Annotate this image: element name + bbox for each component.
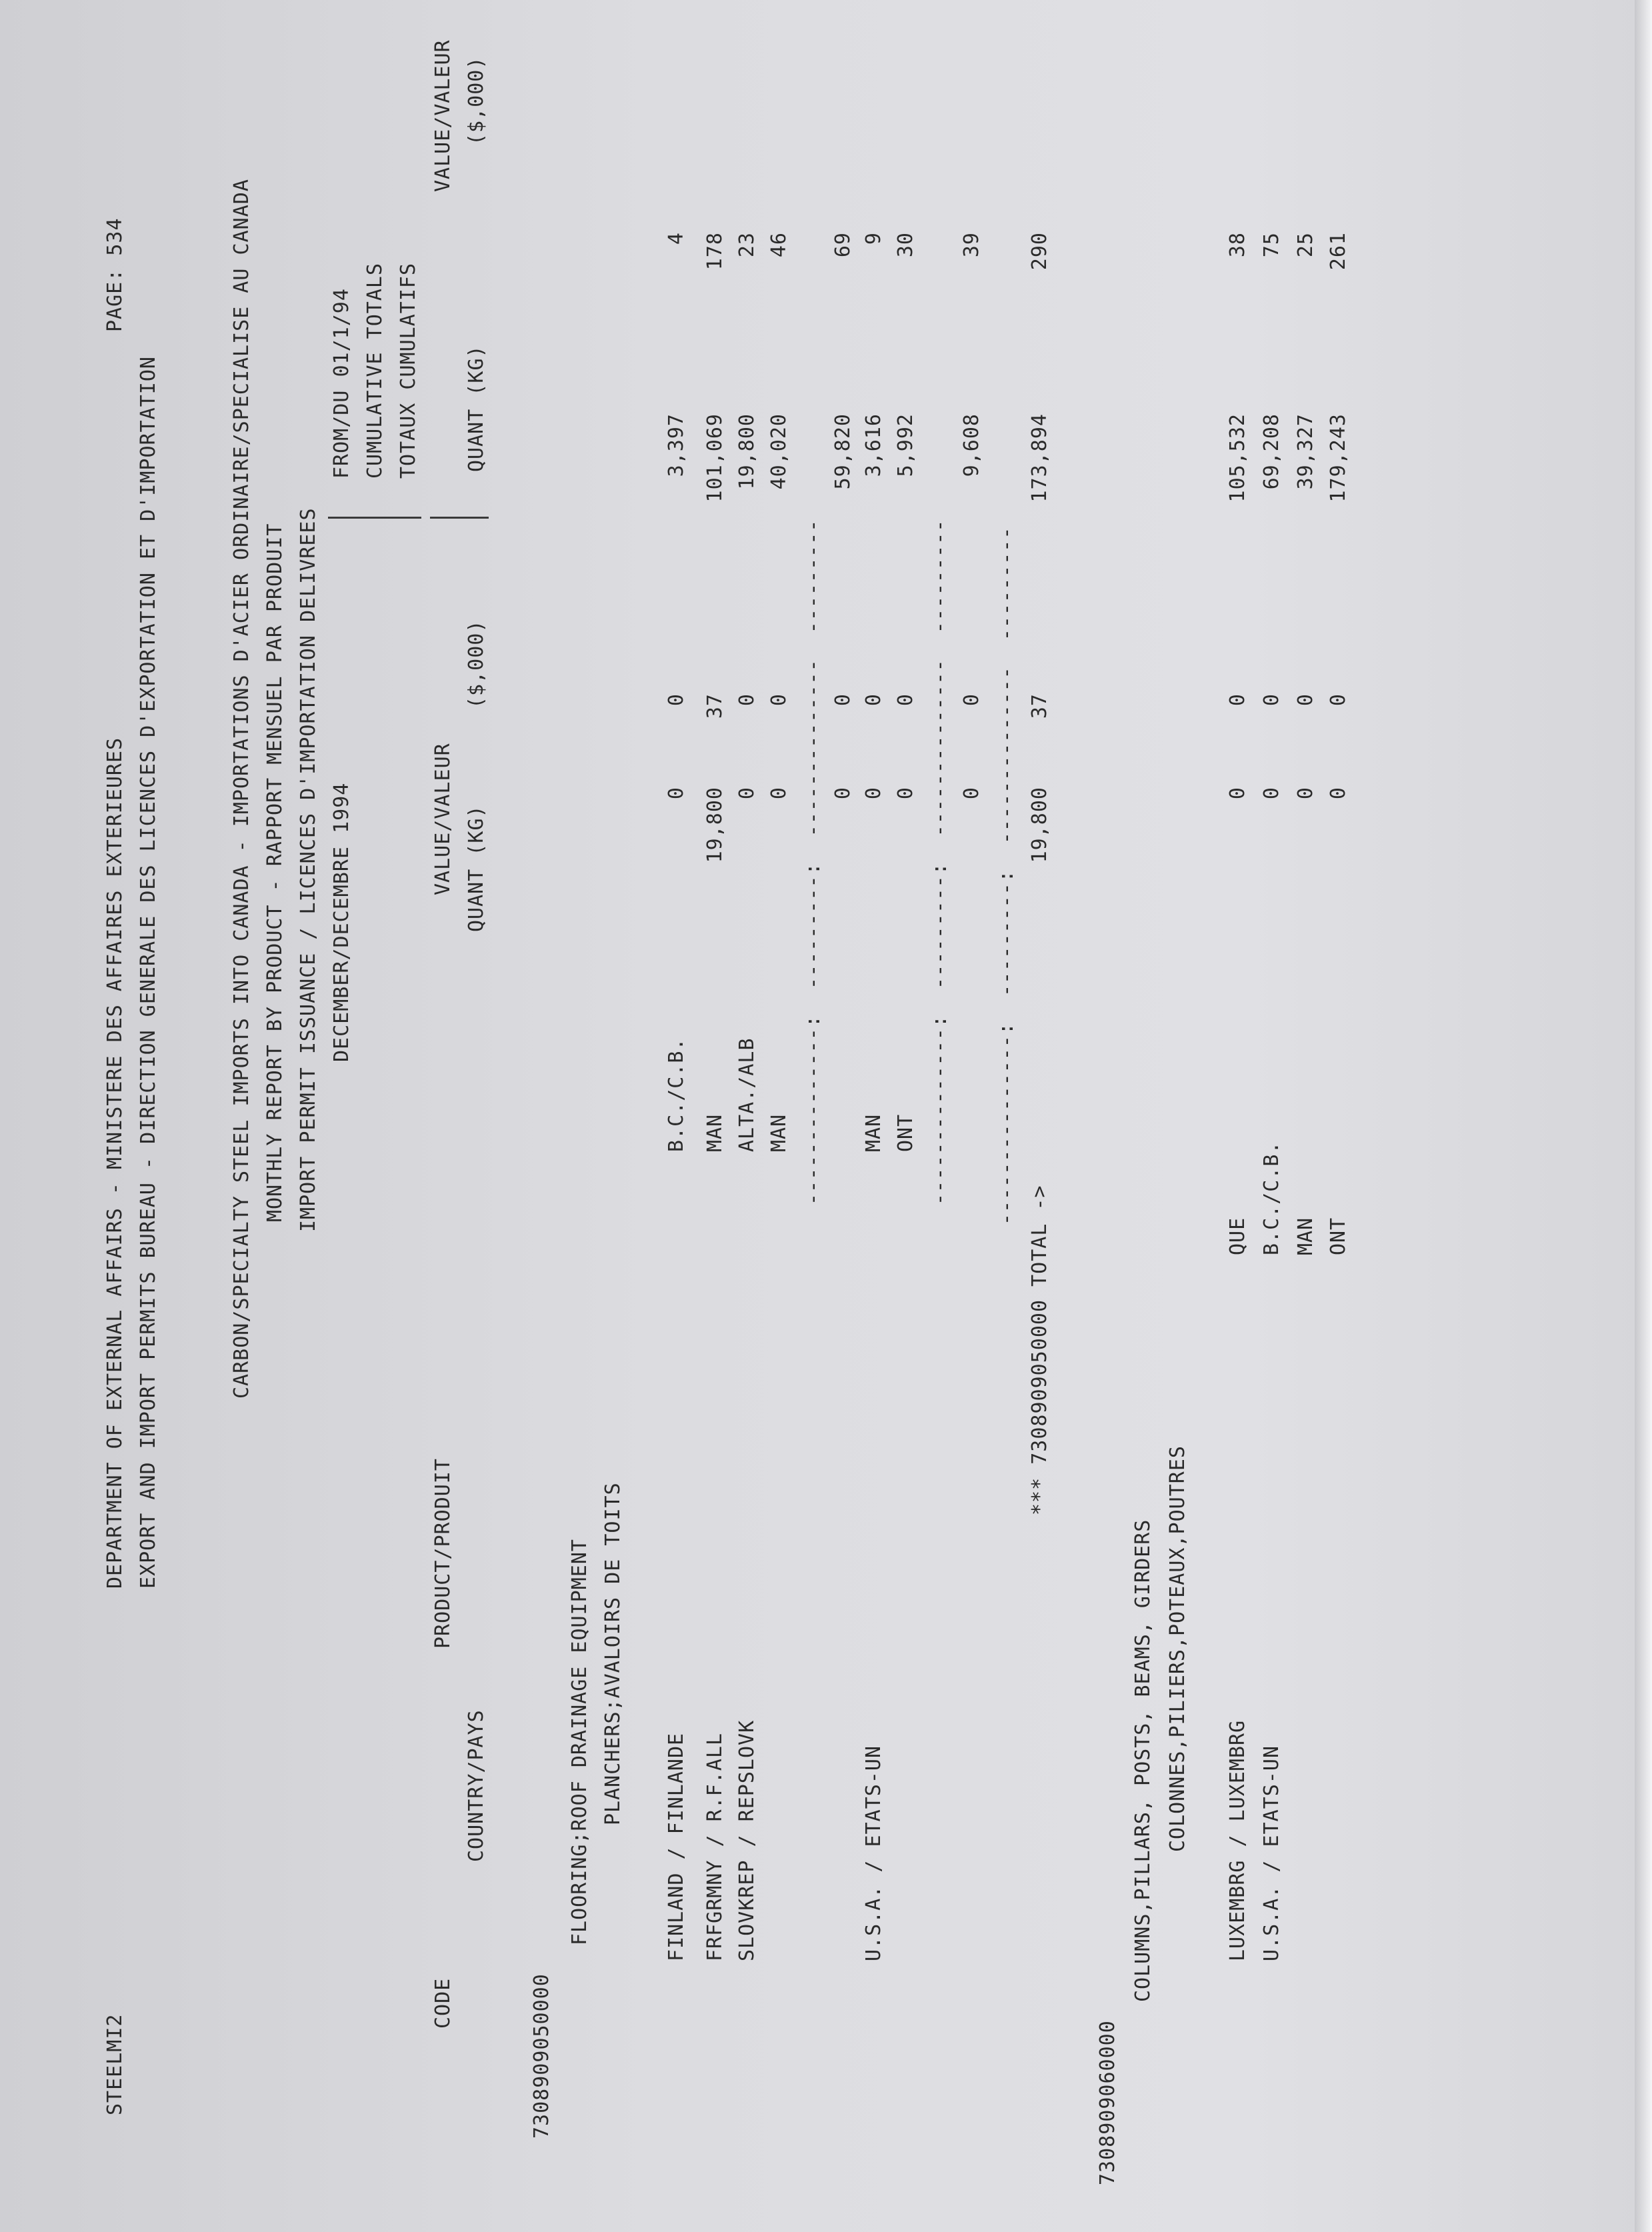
province-cell: ONT (894, 1113, 917, 1152)
cum-quant-cell: 19,800 (735, 413, 759, 490)
cum-value-cell: 39 (960, 232, 983, 258)
product-desc-fr: PLANCHERS;AVALOIRS DE TOITS (601, 1482, 625, 1825)
cum-value-cell: 30 (894, 232, 917, 258)
province-cell: MAN (862, 1113, 885, 1152)
header-cum-value-unit: ($,000) (465, 56, 488, 145)
cum-value-cell: 46 (767, 232, 791, 258)
cumulative-from: FROM/DU 01/1/94 (330, 288, 353, 479)
country-cell: U.S.A. / ETATS-UN (1260, 1745, 1283, 1961)
country-cell: FRFGRMNY / R.F.ALL (703, 1732, 727, 1961)
quant-cell: 0 (831, 787, 855, 800)
cum-quant-cell: 9,608 (960, 413, 983, 477)
province-cell: QUE (1226, 1217, 1249, 1255)
quant-cell: 0 (894, 787, 917, 800)
department-line: DEPARTMENT OF EXTERNAL AFFAIRS - MINISTERE DES AFFAIRES EXTERIEURES (103, 737, 127, 1589)
cum-value-cell: 69 (831, 232, 855, 258)
cum-quant-cell: 179,243 (1327, 413, 1350, 503)
page-number: PAGE: 534 (103, 217, 127, 332)
country-cell: SLOVKREP / REPSLOVK (735, 1719, 759, 1961)
cum-value-cell: 4 (665, 232, 688, 245)
quant-cell: 0 (1226, 787, 1249, 800)
permit-line: IMPORT PERMIT ISSUANCE / LICENCES D'IMPORTATION DELIVREES (297, 507, 320, 1232)
quant-cell: 0 (862, 787, 885, 800)
column-divider (430, 517, 489, 519)
cum-value-cell: 290 (1028, 232, 1051, 271)
cum-value-cell: 38 (1226, 232, 1249, 258)
subtotal-separator: --------------: ---------: -------------- --------- (928, 519, 951, 1205)
quant-cell: 0 (1294, 787, 1317, 800)
quant-cell: 0 (960, 787, 983, 800)
cum-value-cell: 23 (735, 232, 759, 258)
header-country: COUNTRY/PAYS (465, 1709, 488, 1862)
header-value: VALUE/VALEUR (431, 743, 455, 895)
subtotal-separator: --------------: ---------: -------------- --------- (801, 519, 825, 1205)
province-cell: B.C./C.B. (1260, 1141, 1283, 1255)
country-cell: FINLAND / FINLANDE (665, 1732, 688, 1961)
cum-quant-cell: 101,069 (703, 413, 727, 503)
quant-cell: 0 (665, 787, 688, 800)
header-quant: QUANT (KG) (465, 805, 488, 932)
cum-quant-cell: 3,397 (665, 413, 688, 477)
cum-quant-cell: 59,820 (831, 413, 855, 490)
quant-cell: 19,800 (1028, 787, 1051, 863)
value-cell: 37 (1028, 693, 1051, 719)
cumulative-totals: CUMULATIVE TOTALS (363, 262, 387, 479)
country-cell: U.S.A. / ETATS-UN (862, 1745, 885, 1961)
province-cell: MAN (703, 1113, 727, 1152)
cumulative-totals-fr: TOTAUX CUMULATIFS (397, 262, 420, 479)
report-title: CARBON/SPECIALTY STEEL IMPORTS INTO CANADA - IMPORTATIONS D'ACIER ORDINAIRE/SPECIALISE AU CANADA (230, 179, 253, 1399)
value-cell: 0 (735, 693, 759, 707)
quant-cell: 0 (1327, 787, 1350, 800)
hs-code: 7308909060000 (1096, 2020, 1119, 2185)
value-cell: 0 (1294, 693, 1317, 707)
bureau-line: EXPORT AND IMPORT PERMITS BUREAU - DIRECTION GENERALE DES LICENCES D'EXPORTATION ET D'IMPORTATION (137, 356, 160, 1589)
cum-quant-cell: 173,894 (1028, 413, 1051, 503)
province-cell: B.C./C.B. (665, 1037, 688, 1152)
cum-quant-cell: 39,327 (1294, 413, 1317, 490)
quant-cell: 0 (1260, 787, 1283, 800)
province-cell: MAN (1294, 1217, 1317, 1255)
cum-value-cell: 75 (1260, 232, 1283, 258)
cum-quant-cell: 69,208 (1260, 413, 1283, 490)
quant-cell: 0 (735, 787, 759, 800)
cum-quant-cell: 5,992 (894, 413, 917, 477)
value-cell: 0 (894, 693, 917, 707)
header-cum-quant: QUANT (KG) (465, 345, 488, 472)
value-cell: 0 (960, 693, 983, 707)
total-label: *** 7308909050000 TOTAL -> (1028, 1185, 1051, 1515)
hs-code: 7308909050000 (530, 1973, 553, 2139)
province-cell: ONT (1327, 1217, 1350, 1255)
value-cell: 0 (1226, 693, 1249, 707)
cum-quant-cell: 105,532 (1226, 413, 1249, 503)
cum-quant-cell: 3,616 (862, 413, 885, 477)
country-cell: LUXEMBRG / LUXEMBRG (1226, 1719, 1249, 1961)
province-cell: ALTA./ALB (735, 1037, 759, 1152)
province-cell: MAN (767, 1113, 791, 1152)
product-desc-fr: COLONNES,PILIERS,POTEAUX,POUTRES (1166, 1445, 1189, 1852)
value-cell: 37 (703, 693, 727, 719)
column-divider (328, 517, 421, 519)
header-code: CODE (431, 1977, 455, 2029)
cum-value-cell: 261 (1327, 232, 1350, 271)
cum-value-cell: 178 (703, 232, 727, 271)
report-id: STEELMI2 (103, 2013, 127, 2115)
value-cell: 0 (1260, 693, 1283, 707)
report-period: DECEMBER/DECEMBRE 1994 (330, 782, 353, 1062)
value-cell: 0 (862, 693, 885, 707)
header-cum-value: VALUE/VALEUR (431, 39, 455, 192)
report-subtitle: MONTHLY REPORT BY PRODUCT - RAPPORT MENSUEL PAR PRODUIT (263, 523, 287, 1222)
header-product: PRODUCT/PRODUIT (431, 1458, 455, 1649)
value-cell: 0 (767, 693, 791, 707)
quant-cell: 19,800 (703, 787, 727, 863)
product-desc-en: FLOORING;ROOF DRAINAGE EQUIPMENT (568, 1539, 591, 1945)
value-cell: 0 (1327, 693, 1350, 707)
product-desc-en: COLUMNS,PILLARS, POSTS, BEAMS, GIRDERS (1131, 1519, 1155, 2002)
cum-quant-cell: 40,020 (767, 413, 791, 490)
total-separator: ---------------: ---------: -------------- --------- (995, 526, 1018, 1225)
quant-cell: 0 (767, 787, 791, 800)
cum-value-cell: 9 (862, 232, 885, 245)
value-cell: 0 (665, 693, 688, 707)
header-value-unit: ($,000) (465, 619, 488, 709)
value-cell: 0 (831, 693, 855, 707)
cum-value-cell: 25 (1294, 232, 1317, 258)
